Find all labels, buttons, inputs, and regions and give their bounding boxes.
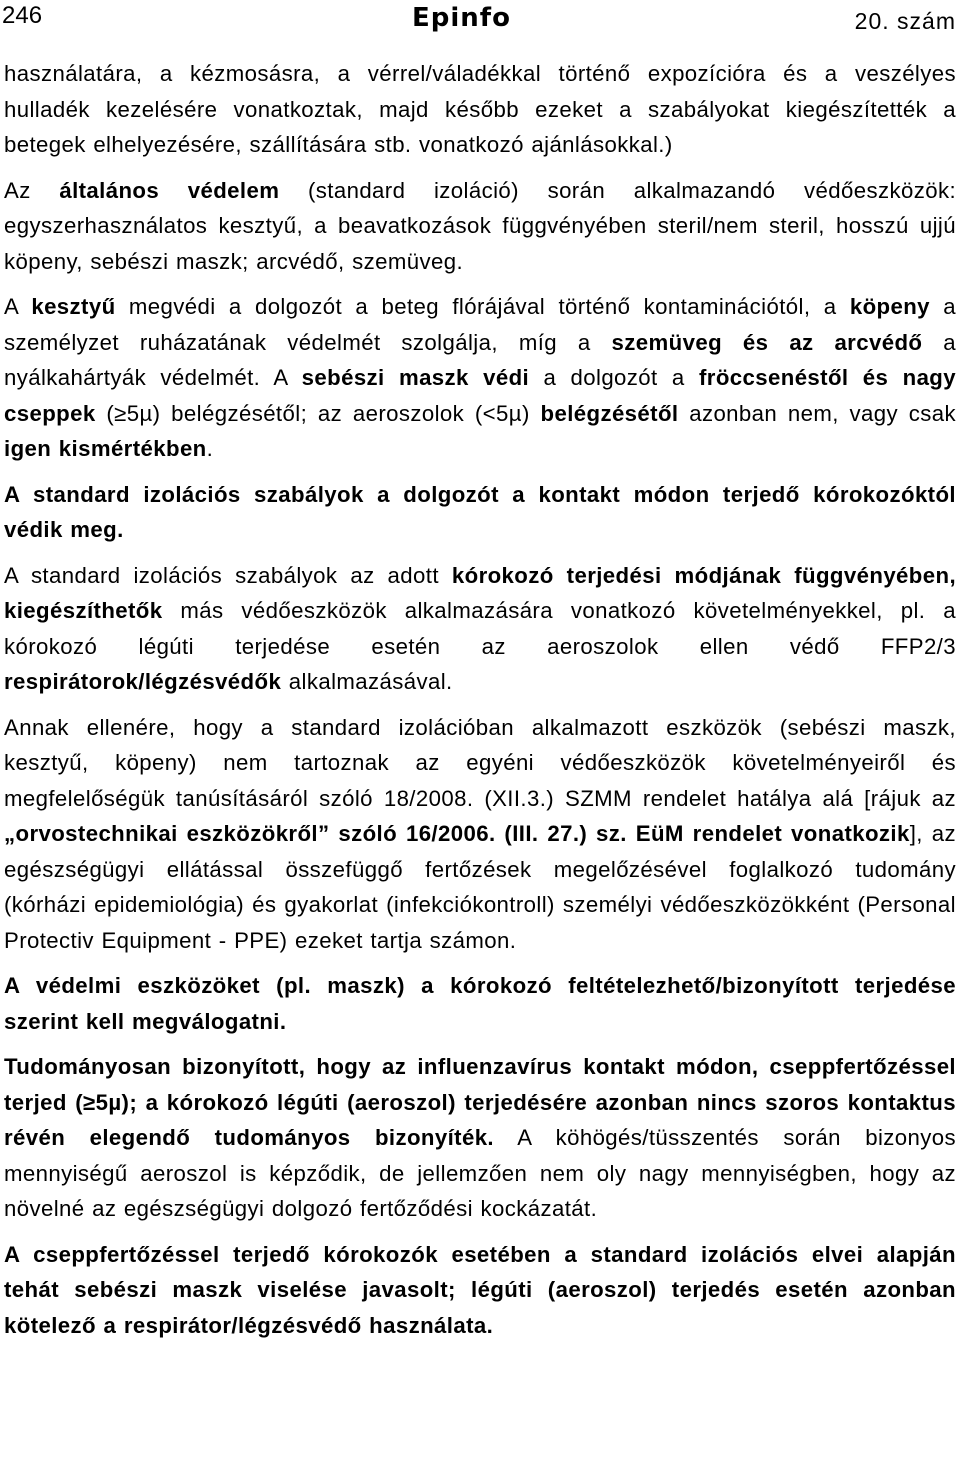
paragraph — [4, 1237, 956, 1344]
bold-text: A védelmi eszközöket (pl. maszk) a kórokozó feltételezhető/bizonyított terjedése szerint kell megválogatni. — [4, 973, 956, 1034]
page-number: 246 — [2, 2, 43, 29]
bold-text: kórokozó terjedési módjának függvényében, kiegészíthetők — [4, 562, 957, 623]
bold-text: fröccsenéstől és nagy cseppek — [4, 365, 956, 426]
bold-text: általános védelem — [59, 177, 280, 203]
paragraph — [4, 1049, 956, 1227]
text-run: a személyzet ruházatának védelmét szolgálja, míg a — [4, 294, 956, 355]
bold-text: respirátorok/légzésvédők — [4, 669, 282, 694]
page-header — [0, 0, 960, 44]
text-run: a dolgozót a — [529, 365, 699, 390]
bold-text: szemüveg és az arcvédő — [611, 329, 923, 355]
issue-number: 20. szám — [854, 8, 956, 34]
text-run: A — [4, 294, 32, 319]
paragraph — [4, 558, 956, 700]
bold-text: köpeny — [849, 294, 930, 319]
bold-text: belégzésétől — [540, 400, 679, 426]
bold-text: A standard izolációs szabályok a dolgozót a kontakt módon terjedő kórokozóktól védik meg. — [4, 481, 956, 542]
paragraph — [4, 173, 956, 280]
text-run: a nyálkahártyák védelmét. A — [4, 329, 956, 390]
text-run: . — [206, 436, 214, 461]
text-run: ], az egészségügyi ellátással összefüggő fertőzések megelőzésével foglalkozó tudomány (kórházi epidemiológia) és gyakorlat (infekciókontroll) személyi védőeszközökként (Personal Protectiv Equipment - PPE) ezeket tartja számon. — [4, 821, 956, 953]
paragraph — [4, 968, 956, 1039]
text-run: (standard izoláció) során alkalmazandó védőeszközök: egyszerhasználatos kesztyű, a beavatkozások függvényében steril/nem steril, hosszú ujjú köpeny, sebészi maszk; arcvédő, szemüveg. — [4, 177, 957, 274]
bold-text: „orvostechnikai eszközökről” szóló 16/2006. (III. 27.) sz. EüM rendelet vonatkozik — [4, 821, 910, 846]
text-run: A köhögés/tüsszentés során bizonyos mennyiségű aeroszol is képződik, de jellemzően nem oly nagy mennyiségben, hogy az növelné az egészségügyi dolgozó fertőződési kockázatát. — [4, 1125, 957, 1221]
text-run: használatára, a kézmosásra, a vérrel/váladékkal történő expozícióra és a veszélyes hulladék kezelésére vonatkoztak, majd később ezeket a szabályokat kiegészítették a betegek elhelyezésére, szállítására stb. vonatkozó ajánlásokkal.) — [4, 61, 956, 157]
text-run: Az — [4, 177, 60, 203]
paragraph — [4, 289, 956, 467]
bold-text: A cseppfertőzéssel terjedő kórokozók esetében a standard izolációs elvei alapján tehát sebészi maszk viselése javasolt; légúti (aeroszol) terjedés esetén azonban kötelező a respirátor/légzésvédő használata. — [4, 1241, 956, 1338]
bold-text: sebészi maszk védi — [301, 365, 530, 390]
journal-logo: Epinfo — [412, 3, 511, 33]
text-run: megvédi a dolgozót a beteg flórájával történő kontaminációtól, a — [115, 294, 850, 319]
article-body — [4, 56, 956, 1343]
paragraph — [4, 56, 956, 163]
bold-text: Tudományosan bizonyított, hogy az influenzavírus kontakt módon, cseppfertőzéssel terjed (≥5µ); a kórokozó légúti (aeroszol) terjedésére azonban nincs szoros kontaktus révén elegendő tudományos bizonyíték. — [4, 1054, 956, 1150]
bold-text: kesztyű — [31, 294, 116, 319]
text-run: (≥5µ) belégzésétől; az aeroszolok (<5µ) — [95, 400, 541, 426]
text-run: A standard izolációs szabályok az adott — [4, 562, 452, 588]
bold-text: igen kismértékben — [4, 436, 207, 461]
text-run: más védőeszközök alkalmazására vonatkozó követelményekkel, pl. a kórokozó légúti terjedése esetén az aeroszolok ellen védő FFP2/3 — [4, 598, 956, 659]
text-run: Annak ellenére, hogy a standard izolációban alkalmazott eszközök (sebészi maszk, kesztyű, köpeny) nem tartoznak az egyéni védőeszközök követelményeiről és megfelelőségük tanúsításáról szóló 18/2008. (XII.3.) SZMM rendelet hatálya alá [rájuk az — [4, 714, 956, 811]
paragraph — [4, 710, 956, 959]
text-run: azonban nem, vagy csak — [678, 400, 956, 426]
paragraph — [4, 477, 956, 548]
text-run: alkalmazásával. — [281, 669, 453, 694]
